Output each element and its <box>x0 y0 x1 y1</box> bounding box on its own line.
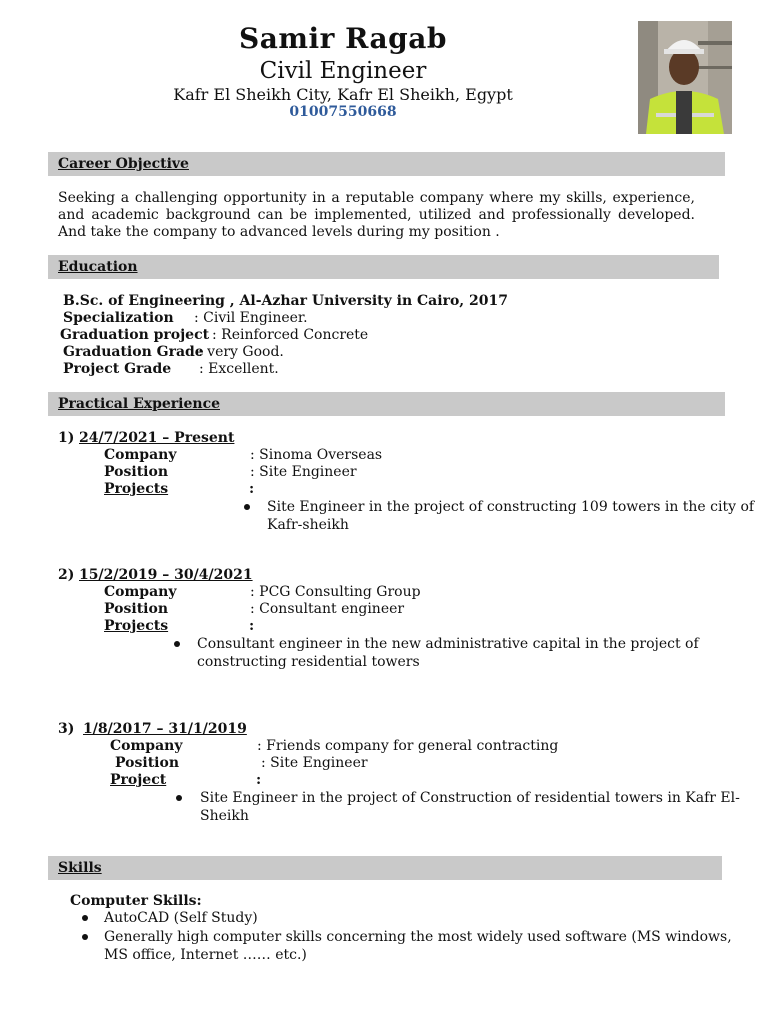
job-2-position: : Consultant engineer <box>250 601 405 617</box>
section-header-career-objective: Career Objective <box>48 152 725 176</box>
section-header-education: Education <box>48 255 719 279</box>
job-3-number: 3) <box>58 721 75 737</box>
edu-value-project-grade: : Excellent. <box>199 361 279 377</box>
job-3-projects-label: Project : <box>110 772 262 788</box>
job-1-project-line-2: Kafr-sheikh <box>267 517 349 533</box>
job-1-company-label: Company <box>104 447 177 463</box>
job-2-dates: 15/2/2019 – 30/4/2021 <box>79 567 253 583</box>
skill-item: Generally high computer skills concerning the most widely used software (MS windows, <box>104 929 732 945</box>
computer-skills-heading: Computer Skills: <box>70 893 202 909</box>
job-2-project-line-2: constructing residential towers <box>197 654 420 670</box>
job-3-company-label: Company <box>110 738 183 754</box>
job-1-projects-label: Projects : <box>104 481 255 497</box>
job-3-position: : Site Engineer <box>261 755 368 771</box>
bullet-icon <box>244 504 250 510</box>
section-header-skills: Skills <box>48 856 722 880</box>
job-2-company: : PCG Consulting Group <box>250 584 421 600</box>
section-header-practical-experience: Practical Experience <box>48 392 725 416</box>
edu-label-specialization: Specialization <box>63 310 174 326</box>
bullet-icon <box>82 934 88 940</box>
job-1-dates: 24/7/2021 – Present <box>79 430 235 446</box>
edu-label-project-grade: Project Grade <box>63 361 172 377</box>
job-2-project-line-1: Consultant engineer in the new administrative capital in the project of <box>197 636 699 652</box>
job-2-number: 2) <box>58 567 75 583</box>
job-1-project-line-1: Site Engineer in the project of constructing 109 towers in the city of <box>267 499 755 515</box>
edu-value-graduation-project: : Reinforced Concrete <box>212 327 369 343</box>
bullet-icon <box>176 795 182 801</box>
job-2-company-label: Company <box>104 584 177 600</box>
bullet-icon <box>174 641 180 647</box>
phone-number: 01007550668 <box>289 104 397 120</box>
job-1-position-label: Position <box>104 464 168 480</box>
job-3-position-label: Position <box>115 755 179 771</box>
bullet-icon <box>82 915 88 921</box>
career-objective-text: Seeking a challenging opportunity in a reputable company where my skills, experience, and academic background can be implemented, utilized and professionally developed. And take the company to advanced levels during my position . <box>58 190 695 240</box>
job-title: Civil Engineer <box>259 58 427 84</box>
skill-item: AutoCAD (Self Study) <box>104 910 258 926</box>
edu-value-graduation-grade: : very Good. <box>198 344 284 360</box>
degree: B.Sc. of Engineering , Al-Azhar University in Cairo, 2017 <box>63 293 508 309</box>
job-1-company: : Sinoma Overseas <box>250 447 383 463</box>
profile-photo <box>638 21 732 134</box>
edu-value-specialization: : Civil Engineer. <box>194 310 308 326</box>
job-2-projects-label: Projects : <box>104 618 255 634</box>
job-1-number: 1) <box>58 430 75 446</box>
skill-item-continuation: MS office, Internet …… etc.) <box>104 947 307 963</box>
edu-label-graduation-grade: Graduation Grade <box>63 344 204 360</box>
job-3-company: : Friends company for general contracting <box>257 738 559 754</box>
job-3-project-line-1: Site Engineer in the project of Construction of residential towers in Kafr El- <box>200 790 740 806</box>
edu-label-graduation-project: Graduation project <box>60 327 210 343</box>
job-3-dates: 1/8/2017 – 31/1/2019 <box>83 721 247 737</box>
job-2-position-label: Position <box>104 601 168 617</box>
job-1-position: : Site Engineer <box>250 464 357 480</box>
address: Kafr El Sheikh City, Kafr El Sheikh, Egypt <box>173 85 513 104</box>
job-3-project-line-2: Sheikh <box>200 808 249 824</box>
candidate-name: Samir Ragab <box>239 22 447 55</box>
